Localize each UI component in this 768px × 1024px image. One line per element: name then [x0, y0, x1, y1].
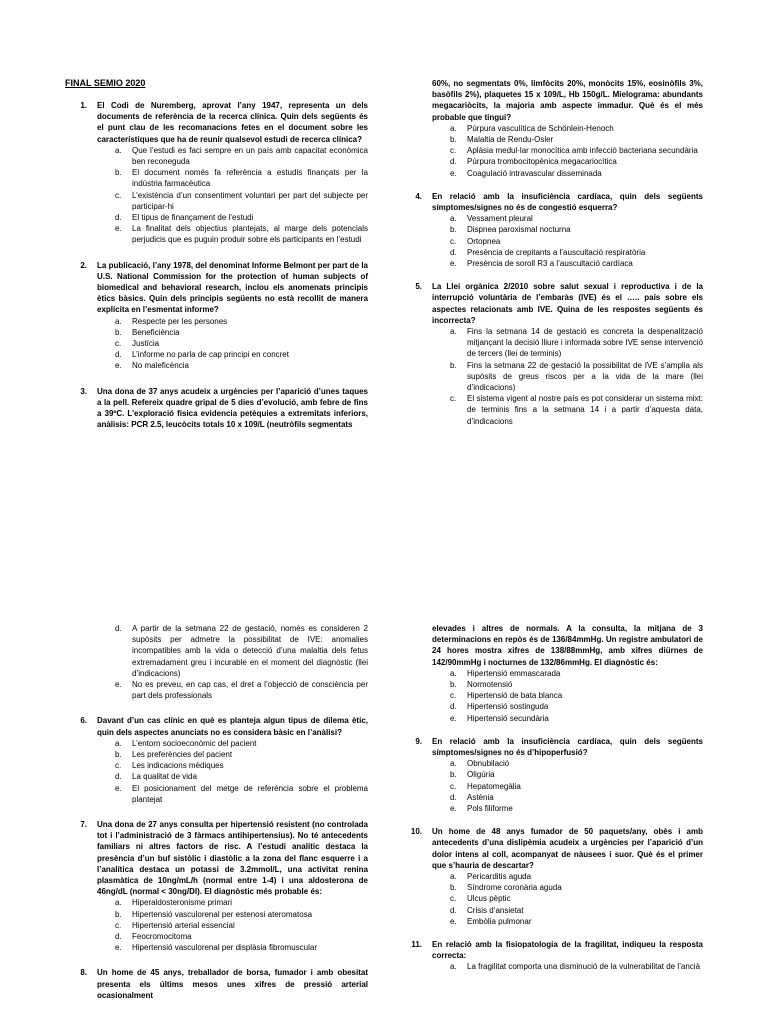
option-letter: a.: [115, 738, 122, 748]
answer-option: [115, 223, 368, 245]
option-text: A partir de la setmana 22 de gestació, només es consideren 2 supòsits per admetre la possibilitat de IVE: anomalies incompatibles amb la vida o detecció d’una malaltia dels fetus extremadament greu i incurable en el moment del diagnòstic (llei d’indicacions): [132, 624, 368, 678]
option-letter: c.: [115, 339, 122, 349]
answer-option: [115, 623, 368, 679]
question-item: [65, 260, 368, 372]
option-text: Justícia: [132, 339, 160, 349]
option-letter: e.: [115, 224, 122, 234]
option-text: Respecte per les persones: [132, 316, 228, 326]
question-spacer: [400, 269, 703, 281]
question-number: 8.: [80, 968, 87, 978]
question-spacer: [65, 805, 368, 819]
answer-option: [115, 679, 368, 701]
answer-option: [115, 327, 368, 338]
option-text: Normotensió: [467, 680, 513, 690]
question-number: 10.: [410, 827, 422, 837]
answer-options: [400, 758, 703, 814]
option-text: Hipertensió secundària: [467, 713, 549, 723]
question-spacer: [65, 372, 368, 386]
answer-options: [65, 145, 368, 246]
option-letter: e.: [115, 361, 122, 371]
option-text: La qualitat de vida: [132, 772, 197, 782]
option-text: Crisis d’ansietat: [467, 905, 524, 915]
answer-options: [400, 326, 703, 427]
question-item: [400, 281, 703, 427]
option-letter: c.: [450, 146, 457, 156]
option-text: Presència de crepitants a l’auscultació respiratòria: [467, 247, 646, 257]
option-text: El posicionament del metge de referència sobre el problema plantejat: [132, 783, 368, 804]
option-letter: b.: [450, 360, 457, 370]
option-text: Feocromocitoma: [132, 932, 192, 942]
option-text: Les preferències del pacient: [132, 750, 233, 760]
answer-option: [115, 738, 368, 749]
option-letter: a.: [115, 898, 122, 908]
question-text: La Llei orgànica 2/2010 sobre salut sexual i reproductiva i de la interrupció voluntària de l’embaràs (IVE) és el ….. país sobre els aspectes relacionats amb IVE. Quina de les respostes següents és incorrecta?: [432, 282, 703, 325]
question-text: Un home de 45 anys, treballador de borsa, fumador i amb obesitat presenta els últims mesos unes xifres de pressió arterial ocasionalment: [97, 968, 368, 1000]
answer-option: [115, 749, 368, 760]
option-text: Hipertensió vasculorenal per displàsia fibromuscular: [132, 943, 317, 953]
option-text: Pericarditis aguda: [467, 872, 532, 882]
answer-option: [115, 167, 368, 189]
option-letter: a.: [115, 145, 122, 155]
answer-option: [115, 212, 368, 223]
option-letter: d.: [450, 247, 457, 257]
question-spacer: [65, 246, 368, 260]
question-spacer: [65, 953, 368, 967]
question-8-continuation: elevades i altres de normals. A la consulta, la mitjana de 3 determinacions en repòs és de 136/84mmHg. Un registre ambulatori de 24 hores mostra xifres de 138/88mmHg, amb xifres diürnes de 142/90mmHg i nocturnes de 132/86mmHg. El diagnòstic és:: [432, 624, 703, 667]
question-item: [65, 819, 368, 953]
answer-option: [115, 360, 368, 371]
option-text: Hipertensió emmascarada: [467, 668, 561, 678]
option-letter: b.: [450, 680, 457, 690]
question-spacer: [400, 814, 703, 826]
option-text: L’informe no parla de cap principi en concret: [132, 350, 289, 360]
answer-option: [450, 247, 703, 258]
answer-option: [450, 145, 703, 156]
question-number: 6.: [80, 716, 87, 726]
option-text: Hipertensió sostinguda: [467, 702, 549, 712]
page1-left-column: [65, 100, 368, 430]
answer-option: [115, 771, 368, 782]
option-letter: e.: [450, 168, 457, 178]
answer-option: [450, 326, 703, 360]
answer-options: [65, 897, 368, 953]
answer-option: [450, 156, 703, 167]
question-text: En relació amb la insuficiència cardíaca, quin dels següents símptomes/signes no és de congestió esquerra?: [432, 191, 703, 213]
option-letter: c.: [450, 894, 457, 904]
question-item: [65, 715, 368, 805]
option-text: El document només fa referència a estudis finançats per la indústria farmacèutica: [132, 168, 368, 189]
option-letter: b.: [115, 168, 122, 178]
option-letter: d.: [450, 792, 457, 802]
page2-left-questions: [65, 715, 368, 1001]
option-text: Embòlia pulmonar: [467, 916, 532, 926]
option-text: Beneficiència: [132, 327, 180, 337]
answer-options: [65, 316, 368, 372]
option-letter: b.: [450, 135, 457, 145]
answer-option: [450, 713, 703, 724]
answer-option: [115, 316, 368, 327]
option-text: L’entorn socioeconòmic del pacient: [132, 738, 257, 748]
answer-option: [450, 792, 703, 803]
option-text: L’existència d’un consentiment voluntari per part del subjecte per participar-hi: [132, 190, 368, 211]
answer-option: [450, 905, 703, 916]
answer-option: [450, 781, 703, 792]
option-letter: e.: [450, 259, 457, 269]
question-text: En relació amb la fisiopatologia de la fragilitat, indiqueu la resposta correcta:: [432, 940, 703, 961]
option-text: Púrpura vasculítica de Schönlein-Henoch: [467, 123, 614, 133]
question-item: [400, 736, 703, 814]
option-letter: b.: [450, 883, 457, 893]
option-text: La fragilitat comporta una disminució de la vulnerabilitat de l’ancià: [467, 962, 701, 972]
question-number: 5.: [415, 282, 422, 292]
option-letter: b.: [115, 327, 122, 337]
question-text: Una dona de 37 anys acudeix a urgències per l’aparició d’unes taques a la pell. Refereix quadre gripal de 5 dies d’evolució, amb febre de fins a 39ºC. L’exploració física evidencia petèquies a extremitats inferiors, anàlisis: PCR 2.5, leucòcits totals 10 x 109/L (neutròfils segmentats: [97, 386, 368, 430]
option-text: Hipertensió vasculorenal per estenosi ateromatosa: [132, 909, 313, 919]
answer-option: [450, 679, 703, 690]
answer-option: [450, 168, 703, 179]
option-letter: d.: [115, 213, 122, 223]
answer-option: [450, 236, 703, 247]
option-text: Hiperaldosteronisme primari: [132, 898, 233, 908]
answer-option: [450, 393, 703, 427]
question-number: 3.: [80, 386, 87, 396]
question-item: [65, 100, 368, 246]
question-text: La publicació, l’any 1978, del denominat Informe Belmont per part de la U.S. National Commission for the protection of human subjects of biomedical and behavioral research, inclou els anomenats principis ètics bàsics. Quin dels principis següents no està recollit de manera explícita en l’esmentat informe?: [97, 260, 368, 315]
answer-option: [450, 803, 703, 814]
option-text: El sistema vigent al nostre país es pot considerar un sistema mixt: de terminis fins a la setmana 14 i a partir d’aquesta data, d’indicacions: [467, 394, 703, 426]
answer-option: [450, 871, 703, 882]
option-text: Hipertensió de bata blanca: [467, 691, 563, 701]
option-letter: e.: [450, 713, 457, 723]
answer-option: [450, 668, 703, 679]
option-letter: a.: [450, 872, 457, 882]
option-text: Oligúria: [467, 770, 495, 780]
option-text: Malaltia de Rendu-Osler: [467, 135, 554, 145]
question-8-options: [400, 668, 703, 724]
answer-option: [450, 916, 703, 927]
option-text: Hepatomegàlia: [467, 781, 521, 791]
answer-option: [115, 931, 368, 942]
question-text: El Codi de Nuremberg, aprovat l’any 1947, representa un dels documents de referència de la recerca clínica. Quin dels següents és el punt clau de les recomanacions fetes en el document sobre les característiques que ha de reunir qualsevol estudi de recerca clínica?: [97, 101, 368, 144]
page2-right-questions: [400, 736, 703, 973]
question-number: 1.: [80, 101, 87, 110]
answer-options: [400, 213, 703, 269]
answer-option: [450, 258, 703, 269]
answer-option: [450, 758, 703, 769]
option-letter: a.: [115, 316, 122, 326]
answer-option: [115, 783, 368, 805]
option-text: Coagulació intravascular disseminada: [467, 168, 602, 178]
option-letter: e.: [115, 783, 122, 793]
answer-option: [450, 123, 703, 134]
answer-option: [450, 882, 703, 893]
option-letter: b.: [450, 770, 457, 780]
answer-option: [115, 920, 368, 931]
answer-option: [450, 893, 703, 904]
option-letter: c.: [450, 394, 457, 404]
question-text: En relació amb la insuficiència cardíaca, quin dels següents símptomes/signes no és d’hipoperfusió?: [432, 736, 703, 758]
answer-option: [115, 349, 368, 360]
page2-left-column: [65, 623, 368, 1001]
answer-option: [115, 190, 368, 212]
option-letter: d.: [450, 157, 457, 167]
option-letter: c.: [450, 691, 457, 701]
option-letter: e.: [115, 943, 122, 953]
option-text: Ortopnea: [467, 236, 501, 246]
option-letter: e.: [450, 916, 457, 926]
answer-option: [115, 942, 368, 953]
question-3-options: [400, 123, 703, 179]
answer-option: [115, 145, 368, 167]
option-text: Fins la setmana 22 de gestació la possibilitat de IVE s’amplia als supòsits de greus riscos per a la vida de la mare (llei d’indicacions): [467, 360, 703, 393]
question-item: [400, 191, 703, 269]
option-text: Hipertensió arterial essencial: [132, 920, 235, 930]
question-number: 9.: [415, 736, 422, 746]
question-number: 11.: [411, 940, 422, 950]
page2-right-column: [400, 623, 703, 973]
option-text: No es preveu, en cap cas, el dret a l’objecció de consciència per part dels professionals: [132, 680, 368, 701]
answer-options: [400, 871, 703, 927]
answer-option: [450, 360, 703, 394]
option-letter: d.: [450, 702, 457, 712]
answer-option: [450, 690, 703, 701]
question-item: [65, 386, 368, 431]
question-item: [400, 939, 703, 973]
option-letter: a.: [450, 327, 457, 337]
page1-right-questions: [400, 191, 703, 427]
option-text: Astènia: [467, 792, 494, 802]
option-text: Obnubilació: [467, 759, 510, 769]
option-text: Pols filiforme: [467, 804, 513, 814]
question-number: 7.: [80, 820, 87, 830]
page1-right-column: [400, 78, 703, 427]
option-text: Síndrome coronària aguda: [467, 883, 562, 893]
option-letter: c.: [115, 920, 122, 930]
answer-options: [65, 738, 368, 805]
document-title: FINAL SEMIO 2020: [65, 78, 146, 88]
option-letter: c.: [450, 236, 457, 246]
option-text: Ulcus pèptic: [467, 894, 511, 904]
option-text: Que l’estudi es faci sempre en un país amb capacitat econòmica ben reconeguda: [132, 145, 368, 167]
answer-options: [400, 961, 703, 972]
question-item: [400, 826, 703, 927]
question-5-continued-options: [65, 623, 368, 701]
option-text: La finalitat dels objectius plantejats, al marge dels potencials perjudicis que es puguin produir sobre els participants en l’estudi: [132, 224, 368, 245]
option-letter: d.: [115, 932, 122, 942]
option-letter: b.: [115, 909, 122, 919]
option-text: El tipus de finançament de l’estudi: [132, 213, 254, 223]
answer-option: [450, 224, 703, 235]
answer-option: [115, 909, 368, 920]
option-text: No maleficència: [132, 361, 189, 371]
option-text: Vessament pleural: [467, 214, 533, 224]
option-letter: a.: [450, 668, 457, 678]
answer-option: [450, 134, 703, 145]
option-letter: a.: [450, 759, 457, 769]
option-letter: a.: [450, 214, 457, 224]
option-text: Les indicacions mèdiques: [132, 761, 224, 771]
option-letter: d.: [115, 772, 122, 782]
question-3-continuation: 60%, no segmentats 0%, limfòcits 20%, monòcits 15%, eosinòfils 3%, basòfils 2%), plaquetes 15 x 109/L, Hb 150g/L. Mielograma: abundants megacariòcits, la majoria amb aspecte immadur. Què és el més probable que tingui?: [432, 79, 703, 122]
question-text: Una dona de 27 anys consulta per hipertensió resistent (no controlada tot i l’administració de 3 fàrmacs antihipertensius). No té antecedents familiars ni altres factors de risc. A l’estudi analític destaca la presència d’un buf sistòlic i diastòlic a la zona del flanc esquerre i a l’analítica destaca un potassi de 3.2mmol/L, una activitat renina plasmàtica de 10ng/mL/h (normal entre 1-4) i una aldosterona de 46ng/dL (normal < 30ng/Dl). El diagnòstic més probable és:: [97, 820, 368, 897]
option-text: Presència de soroll R3 a l’auscultació cardíaca: [467, 259, 633, 269]
question-text: Un home de 48 anys fumador de 50 paquets/any, obès i amb antecedents d’una dislipèmia acudeix a urgències per l’aparició d’un dolor intens al coll, acompanyat de nàusees i suor. Què és el primer que s’hauria de descartar?: [432, 827, 703, 870]
option-letter: d.: [450, 905, 457, 915]
option-text: Aplàsia medul·lar monocítica amb infecció bacteriana secundària: [467, 146, 698, 156]
answer-option: [115, 897, 368, 908]
question-item: [65, 967, 368, 1001]
option-text: Fins la setmana 14 de gestació es concreta la despenalització mitjançant la decisió lliure i informada sobre IVE sense intervenció de tercers (llei de terminis): [467, 327, 703, 359]
option-letter: a.: [450, 962, 457, 972]
answer-option: [450, 213, 703, 224]
option-letter: d.: [115, 350, 122, 360]
option-letter: b.: [450, 225, 457, 235]
answer-option: [450, 769, 703, 780]
question-spacer: [400, 927, 703, 939]
option-letter: c.: [450, 781, 457, 791]
question-number: 4.: [415, 191, 422, 201]
option-text: Dispnea paroxismal nocturna: [467, 225, 571, 235]
answer-option: [450, 961, 703, 972]
question-text: Davant d’un cas clínic en què es planteja algun tipus de dilema ètic, quin dels aspectes anunciats no es considera bàsic en l’anàlisi?: [97, 716, 368, 737]
answer-option: [450, 701, 703, 712]
option-letter: b.: [115, 750, 122, 760]
answer-option: [115, 338, 368, 349]
option-letter: c.: [115, 190, 122, 200]
answer-option: [115, 760, 368, 771]
option-letter: e.: [450, 804, 457, 814]
option-letter: a.: [450, 123, 457, 133]
option-letter: e.: [115, 680, 122, 690]
option-text: Púrpura trombocitopènica megacariocítica: [467, 157, 617, 167]
option-letter: d.: [115, 624, 122, 633]
option-letter: c.: [115, 761, 122, 771]
question-number: 2.: [80, 260, 87, 270]
